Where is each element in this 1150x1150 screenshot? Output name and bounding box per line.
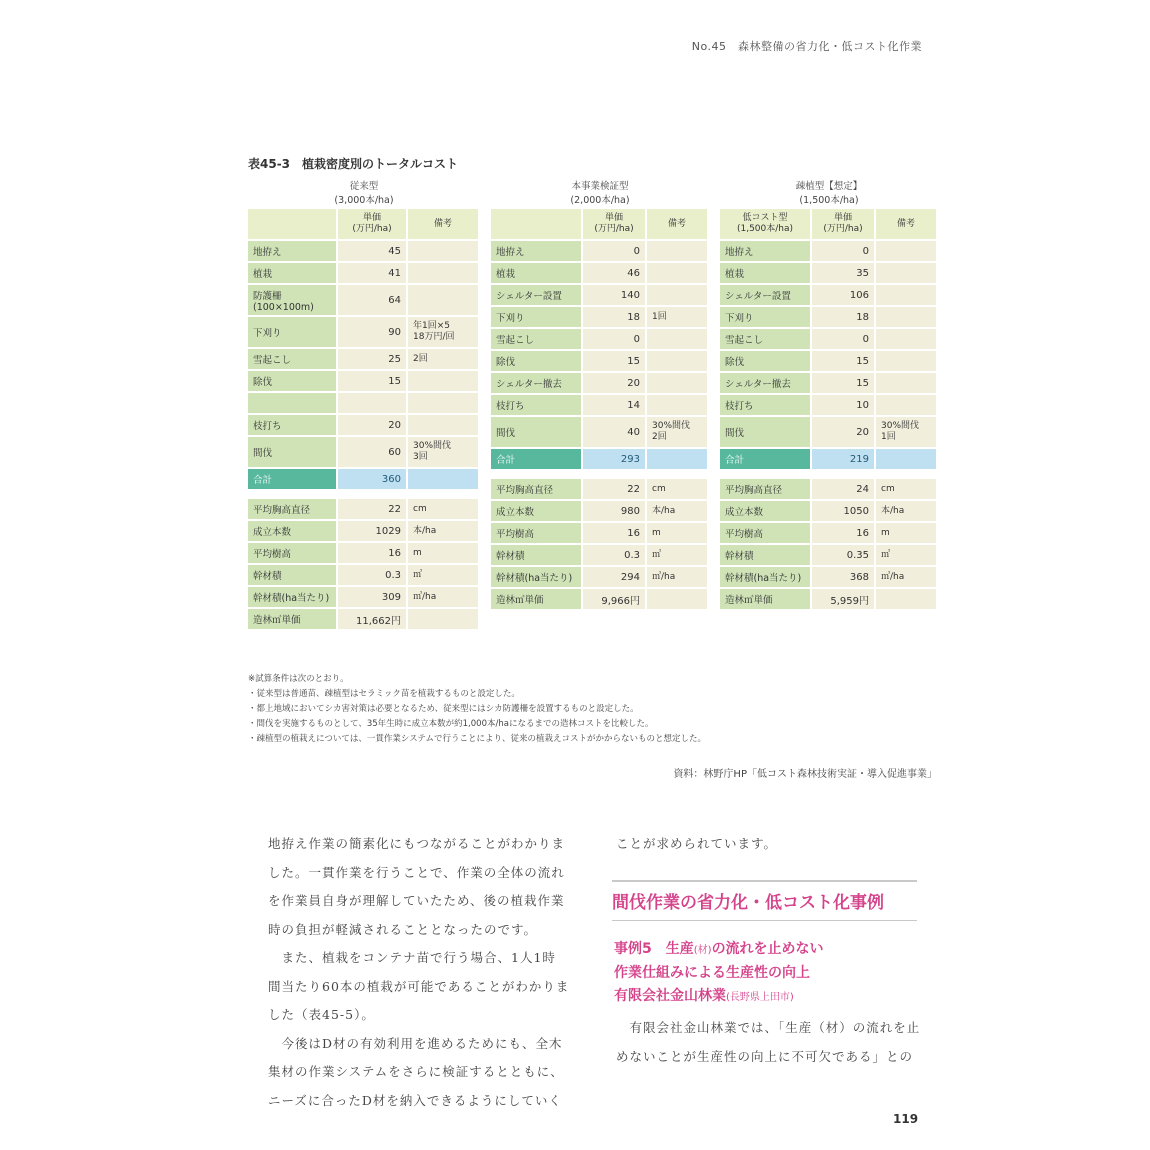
table-header-row (491, 209, 709, 239)
row-value: 22 (583, 479, 647, 499)
header-cell: 単価 (万円/ha) (583, 209, 647, 239)
header-cell: 備考 (408, 209, 480, 239)
row-label: 間伐 (720, 417, 812, 447)
row-label: 雪起こし (248, 349, 338, 369)
row-note: ㎥/ha (647, 567, 709, 587)
cost-row (720, 285, 938, 305)
row-label: 幹材積 (720, 545, 812, 565)
row-value: 24 (812, 479, 876, 499)
row-note: 30%間伐 2回 (647, 417, 709, 447)
row-value: 0 (583, 241, 647, 261)
running-header: No.45 森林整備の省力化・低コスト化作業 (691, 40, 922, 53)
cost-row (248, 317, 480, 347)
row-label: 下刈り (720, 307, 812, 327)
row-note (647, 395, 709, 415)
row-label: 幹材積 (491, 545, 583, 565)
row-value (876, 449, 938, 469)
row-label: 除伐 (720, 351, 812, 371)
section-title: 間伐作業の省力化・低コスト化事例 (612, 893, 884, 913)
row-value: 293 (583, 449, 647, 469)
row-note: m (408, 543, 480, 563)
body-text-right: 有限会社金山林業では、「生産（材）の流れを止 めないことが生産性の向上に不可欠である」との (616, 1020, 921, 1064)
stat-row (720, 589, 938, 609)
row-label: 雪起こし (720, 329, 812, 349)
row-note: ㎥/ha (408, 587, 480, 607)
row-label: 植栽 (491, 263, 583, 283)
cost-row (248, 437, 480, 467)
row-note (876, 373, 938, 393)
row-label: 枝打ち (248, 415, 338, 435)
cost-row (491, 395, 709, 415)
cost-row (491, 263, 709, 283)
cost-row (720, 395, 938, 415)
row-value: 18 (583, 307, 647, 327)
stat-row (720, 501, 938, 521)
row-note (408, 371, 480, 391)
row-note: cm (647, 479, 709, 499)
row-value: 294 (583, 567, 647, 587)
total-row (491, 449, 709, 469)
row-value: 20 (338, 415, 408, 435)
row-label: 平均胸高直径 (248, 499, 338, 519)
row-note (876, 589, 938, 609)
stat-row (720, 523, 938, 543)
row-value (408, 469, 480, 489)
section-rule-bottom (612, 920, 917, 921)
cost-row (248, 263, 480, 283)
row-label: 造林㎥単価 (720, 589, 812, 609)
row-value: 15 (338, 371, 408, 391)
cost-row (248, 393, 480, 413)
row-value: 15 (583, 351, 647, 371)
row-value: 16 (583, 523, 647, 543)
stat-row (720, 545, 938, 565)
row-label: 間伐 (248, 437, 338, 467)
row-label: 植栽 (248, 263, 338, 283)
row-value: 1029 (338, 521, 408, 541)
row-value: 0 (812, 241, 876, 261)
row-label: 地拵え (720, 241, 812, 261)
row-label: シェルター設置 (720, 285, 812, 305)
header-cell (491, 209, 583, 239)
row-value: 60 (338, 437, 408, 467)
row-note (408, 415, 480, 435)
row-value: 219 (812, 449, 876, 469)
row-value: 0.35 (812, 545, 876, 565)
row-label: 平均胸高直径 (720, 479, 812, 499)
row-label: シェルター設置 (491, 285, 583, 305)
row-value: 64 (338, 285, 408, 315)
row-label: 平均樹高 (720, 523, 812, 543)
row-value: 45 (338, 241, 408, 261)
row-value: 0 (812, 329, 876, 349)
row-value: 140 (583, 285, 647, 305)
cost-table-sparse (720, 207, 938, 611)
row-value: 90 (338, 317, 408, 347)
row-value: 368 (812, 567, 876, 587)
cost-row (248, 371, 480, 391)
row-label: シェルター撤去 (720, 373, 812, 393)
row-note (647, 241, 709, 261)
cost-row (720, 351, 938, 371)
case-heading: 事例5 生産(材)の流れを止めない 作業仕組みによる生産性の向上 有限会社金山林業(長野県上田市) (614, 941, 824, 1004)
stat-row (491, 589, 709, 609)
row-note: m (647, 523, 709, 543)
row-note (876, 307, 938, 327)
row-value: 25 (338, 349, 408, 369)
row-label: 枝打ち (720, 395, 812, 415)
header-cell (248, 209, 338, 239)
row-label: 幹材積(ha当たり) (491, 567, 583, 587)
row-note (647, 589, 709, 609)
stat-row (491, 479, 709, 499)
row-value: 0.3 (338, 565, 408, 585)
row-label: 地拵え (248, 241, 338, 261)
table-spacer (491, 471, 709, 477)
row-note: 2回 (408, 349, 480, 369)
row-label: 幹材積(ha当たり) (248, 587, 338, 607)
row-note (876, 351, 938, 371)
table-spacer (720, 471, 938, 477)
cost-row (491, 329, 709, 349)
row-value: 46 (583, 263, 647, 283)
row-note (876, 263, 938, 283)
section-rule-top (612, 880, 917, 882)
row-note (647, 285, 709, 305)
row-label: 造林㎥単価 (491, 589, 583, 609)
row-value: 15 (812, 373, 876, 393)
row-note (876, 395, 938, 415)
row-label: 除伐 (248, 371, 338, 391)
row-value: 16 (338, 543, 408, 563)
row-note (647, 263, 709, 283)
row-value (647, 449, 709, 469)
row-note (647, 351, 709, 371)
column-heading-conventional: 従来型 (3,000本/ha) (334, 181, 394, 206)
row-label: 雪起こし (491, 329, 583, 349)
cost-row (720, 417, 938, 447)
row-value: 20 (812, 417, 876, 447)
row-value: 980 (583, 501, 647, 521)
row-label: 成立本数 (720, 501, 812, 521)
cost-row (720, 329, 938, 349)
row-value: 360 (338, 469, 408, 489)
row-label: 下刈り (248, 317, 338, 347)
body-text-right-top: ことが求められています。 (616, 836, 778, 851)
table-header-row (720, 209, 938, 239)
table-notes: ※試算条件は次のとおり。 ・従来型は普通苗、疎植型はセラミック苗を植栽するものと設定した。 ・都上地域においてシカ害対策は必要となるため、従来型にはシカ防護柵を設置するものと設定した。 ・間伐を実施するものとして、35年生時に成立本数が約1,000本/haになるまでの造林コストを比較した。 ・疎植型の植栽えについては、一貫作業システムで行うことにより、従来の植栽えコストがかからないものと想定した。 (248, 674, 706, 744)
header-cell: 単価 (万円/ha) (338, 209, 408, 239)
row-note: cm (408, 499, 480, 519)
cost-row (720, 263, 938, 283)
row-value: 20 (583, 373, 647, 393)
table-source: 資料：林野庁HP「低コスト森林技術実証・導入促進事業」 (673, 769, 937, 780)
table-spacer (248, 491, 480, 497)
header-cell: 単価 (万円/ha) (812, 209, 876, 239)
cost-row (491, 241, 709, 261)
cost-row (720, 373, 938, 393)
row-label: 平均樹高 (491, 523, 583, 543)
stat-row (720, 567, 938, 587)
row-note: 本/ha (647, 501, 709, 521)
total-row (720, 449, 938, 469)
cost-row (720, 241, 938, 261)
row-label: 植栽 (720, 263, 812, 283)
stat-row (720, 479, 938, 499)
row-value: 40 (583, 417, 647, 447)
row-note: 1回 (647, 307, 709, 327)
row-label: 合計 (720, 449, 812, 469)
row-note (647, 329, 709, 349)
row-note: 本/ha (876, 501, 938, 521)
stat-row (248, 565, 480, 585)
row-value: 5,959円 (812, 589, 876, 609)
row-note: m (876, 523, 938, 543)
row-note (408, 263, 480, 283)
row-label: 幹材積 (248, 565, 338, 585)
row-label: 地拵え (491, 241, 583, 261)
row-value: 9,966円 (583, 589, 647, 609)
row-value: 41 (338, 263, 408, 283)
row-value: 18 (812, 307, 876, 327)
cost-row (491, 373, 709, 393)
row-note: ㎥ (876, 545, 938, 565)
row-value: 11,662円 (338, 609, 408, 629)
row-note: cm (876, 479, 938, 499)
row-label: 平均樹高 (248, 543, 338, 563)
row-note: 本/ha (408, 521, 480, 541)
row-note (408, 609, 480, 629)
row-note: ㎥ (647, 545, 709, 565)
row-note (647, 373, 709, 393)
row-note: 年1回×5 18万円/回 (408, 317, 480, 347)
row-label (248, 393, 338, 413)
total-row (248, 469, 480, 489)
row-note (876, 241, 938, 261)
cost-row (491, 351, 709, 371)
row-label: 幹材積(ha当たり) (720, 567, 812, 587)
row-value: 309 (338, 587, 408, 607)
row-value: 14 (583, 395, 647, 415)
cost-row (248, 415, 480, 435)
row-note (408, 285, 480, 315)
row-note (876, 329, 938, 349)
row-label: 除伐 (491, 351, 583, 371)
row-label: 合計 (248, 469, 338, 489)
stat-row (248, 587, 480, 607)
row-value: 1050 (812, 501, 876, 521)
row-value (338, 393, 408, 413)
column-heading-sparse: 疎植型【想定】 (1,500本/ha) (795, 181, 863, 206)
stat-row (248, 499, 480, 519)
row-note: 30%間伐 1回 (876, 417, 938, 447)
cost-row (491, 417, 709, 447)
row-value: 35 (812, 263, 876, 283)
row-label: 造林㎥単価 (248, 609, 338, 629)
row-label: 成立本数 (491, 501, 583, 521)
row-value: 106 (812, 285, 876, 305)
row-value: 15 (812, 351, 876, 371)
row-label: 合計 (491, 449, 583, 469)
row-value: 22 (338, 499, 408, 519)
row-value: 0.3 (583, 545, 647, 565)
stat-row (491, 523, 709, 543)
cost-row (248, 349, 480, 369)
cost-row (720, 307, 938, 327)
cost-row (491, 307, 709, 327)
row-note (408, 393, 480, 413)
table-title: 表45-3 植栽密度別のトータルコスト (248, 157, 459, 171)
body-text-left: 地拵え作業の簡素化にもつながることがわかりま した。一貫作業を行うことで、作業の全体の流れ を作業員自身が理解していたため、後の植栽作業 時の負担が軽減されることとなったのです。 また、植栽をコンテナ苗で行う場合、1人1時 間当たり60本の植栽が可能であることがわかりま した（表45-5）。 今後はD材の有効利用を進めるためにも、全木 集材の作業システムをさらに検証するとともに、 ニーズに合ったD材を納入できるようにしていく (268, 836, 570, 1108)
stat-row (248, 609, 480, 629)
column-heading-verified: 本事業検証型 (2,000本/ha) (570, 181, 630, 206)
stat-row (491, 501, 709, 521)
row-value: 16 (812, 523, 876, 543)
cost-row (248, 285, 480, 315)
table-header-row (248, 209, 480, 239)
row-note: ㎥/ha (876, 567, 938, 587)
row-note (876, 285, 938, 305)
row-value: 0 (583, 329, 647, 349)
row-note: 30%間伐 3回 (408, 437, 480, 467)
header-cell: 備考 (647, 209, 709, 239)
row-label: 間伐 (491, 417, 583, 447)
cost-table-conventional (248, 207, 480, 631)
cost-row (248, 241, 480, 261)
row-label: 防護柵 (100×100m) (248, 285, 338, 315)
stat-row (491, 545, 709, 565)
cost-table-verified (491, 207, 709, 611)
header-cell: 備考 (876, 209, 938, 239)
stat-row (491, 567, 709, 587)
stat-row (248, 543, 480, 563)
page-number: 119 (893, 1112, 919, 1126)
row-label: 下刈り (491, 307, 583, 327)
row-label: 枝打ち (491, 395, 583, 415)
row-label: 成立本数 (248, 521, 338, 541)
header-cell: 低コスト型 (1,500本/ha) (720, 209, 812, 239)
row-note (408, 241, 480, 261)
row-value: 10 (812, 395, 876, 415)
stat-row (248, 521, 480, 541)
cost-row (491, 285, 709, 305)
row-label: シェルター撤去 (491, 373, 583, 393)
row-label: 平均胸高直径 (491, 479, 583, 499)
row-note: ㎥ (408, 565, 480, 585)
